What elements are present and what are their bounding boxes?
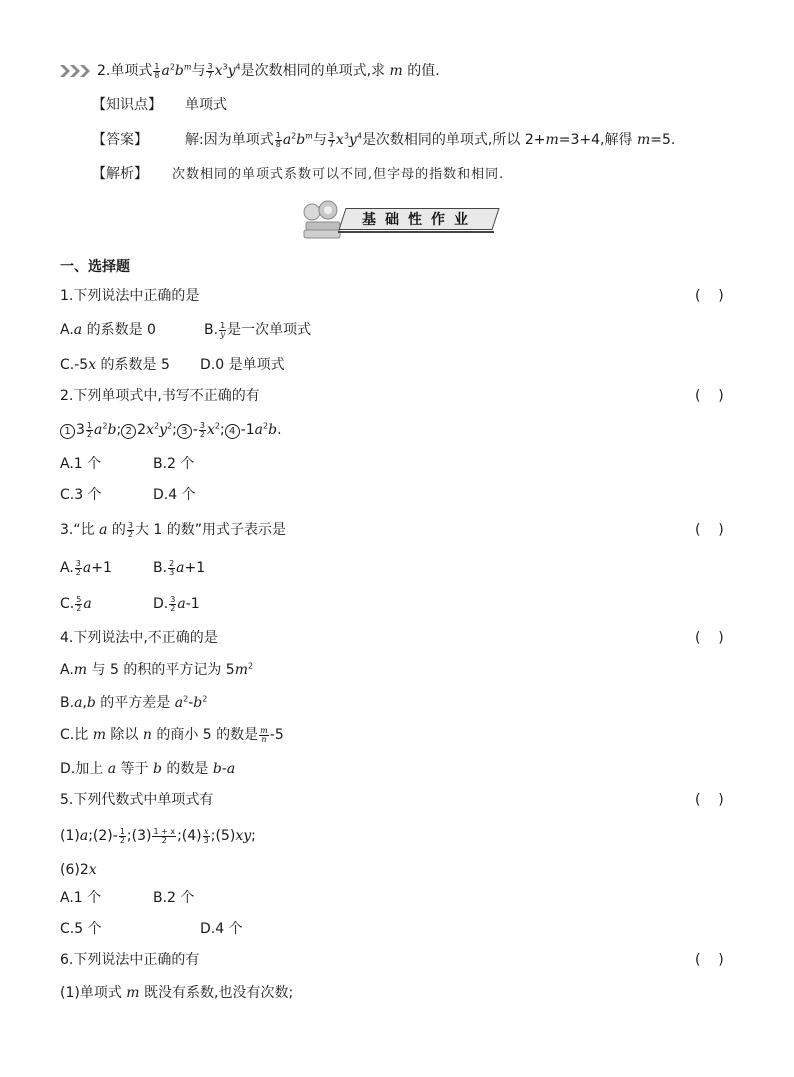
fraction: [328, 132, 335, 149]
circled-number: 2: [121, 424, 136, 439]
answer-blank: ( ): [695, 952, 724, 968]
numerator: 5: [76, 594, 82, 604]
exp: 3: [343, 131, 349, 141]
exp: 4: [235, 62, 241, 72]
text: 的: [107, 522, 126, 538]
q5-expressions-line1: [60, 826, 256, 846]
denominator: 2: [161, 835, 167, 845]
denominator: 2: [199, 429, 205, 439]
denominator: 7: [328, 139, 334, 149]
text: -: [221, 761, 227, 777]
answer-blank: ( ): [695, 630, 724, 646]
numerator: 2: [169, 558, 175, 568]
q6-statement-1: [60, 983, 293, 1003]
banner-title: 基础性作业: [362, 212, 477, 228]
var: x: [146, 422, 154, 438]
var: a: [254, 422, 264, 438]
numerator: 3: [127, 520, 133, 530]
label: C.-5: [60, 357, 89, 373]
denominator: 8: [275, 139, 281, 149]
section-heading: 一、选择题: [60, 259, 130, 275]
denominator: 2: [170, 603, 176, 613]
label: B.: [153, 560, 168, 576]
separator: ;: [116, 422, 122, 438]
text: 等于: [116, 761, 153, 777]
numerator: 3: [207, 61, 213, 71]
fraction: [259, 727, 269, 744]
numerator: x: [203, 826, 209, 836]
text: 3.“比: [60, 522, 100, 538]
intro-question: [60, 61, 440, 81]
text: -5: [269, 727, 284, 743]
var: y: [348, 132, 357, 148]
fraction: [206, 63, 213, 80]
text: -1: [185, 596, 200, 612]
text: 的值.: [402, 63, 440, 79]
analysis-text: 次数相同的单项式系数可以不同,但字母的指数和相同.: [172, 167, 505, 182]
exp: 4: [356, 131, 362, 141]
denominator: 2: [127, 529, 133, 539]
denominator: 2: [119, 835, 125, 845]
var: b: [268, 422, 278, 438]
fraction: [275, 132, 282, 149]
analysis: [92, 164, 504, 185]
q5-option-a: A.1 个: [60, 890, 102, 906]
answer: [92, 130, 675, 150]
denominator: 2: [75, 567, 81, 577]
var: a: [177, 596, 186, 612]
numerator: 3: [170, 594, 176, 604]
circled-number: 1: [60, 424, 75, 439]
q4-option-b: [60, 693, 207, 713]
text: =3+4,解得: [558, 132, 637, 148]
text: 既没有系数,也没有次数;: [139, 985, 294, 1001]
exp: m: [305, 131, 313, 141]
text: (1)单项式: [60, 985, 127, 1001]
fraction: [119, 828, 126, 845]
answer-blank: ( ): [695, 288, 724, 304]
var: b: [86, 695, 96, 711]
var: b: [174, 63, 184, 79]
label: B.: [204, 322, 219, 338]
var: a: [174, 695, 184, 711]
q4-option-c: [60, 725, 284, 745]
answer-blank: ( ): [695, 792, 724, 808]
var: xy: [235, 828, 252, 844]
text: ;(3): [126, 828, 152, 844]
question-4-stem: 4.下列说法中,不正确的是: [60, 630, 218, 646]
denominator: 3: [169, 567, 175, 577]
text: ;: [251, 828, 256, 844]
answer-blank: ( ): [695, 388, 724, 404]
text: 单项式: [110, 63, 153, 79]
question-6-stem: 6.下列说法中正确的有: [60, 952, 200, 968]
denominator: 8: [154, 70, 160, 80]
text: 的系数是 0: [82, 322, 156, 338]
var: a: [79, 828, 89, 844]
section-banner: [298, 198, 500, 244]
fraction: [127, 522, 134, 539]
q3-option-d: [153, 594, 200, 614]
var: m: [126, 985, 140, 1001]
var: a: [107, 761, 117, 777]
question-2-stem: 2.下列单项式中,书写不正确的有: [60, 388, 260, 404]
var: b: [107, 422, 117, 438]
label: A.: [60, 322, 74, 338]
label: D.加上: [60, 761, 108, 777]
numerator: 1: [154, 61, 160, 71]
exp: 2: [167, 421, 173, 431]
exp: 2: [263, 421, 269, 431]
var: a: [83, 596, 92, 612]
q2-option-a: A.1 个: [60, 456, 102, 472]
text: 与 5 的积的平方记为 5: [87, 662, 235, 678]
denominator: 3: [203, 835, 209, 845]
var: x: [206, 422, 215, 438]
q4-option-d: [60, 759, 235, 779]
var: b: [152, 761, 162, 777]
text: =5.: [650, 132, 676, 148]
q1-option-c: [60, 355, 170, 375]
numerator: 1: [275, 130, 281, 140]
fraction: [169, 596, 176, 613]
text: -: [192, 422, 198, 438]
var: a: [99, 522, 108, 538]
text: +1: [91, 560, 112, 576]
var: x: [214, 63, 223, 79]
var: m: [234, 662, 248, 678]
exp: 2: [183, 694, 189, 704]
q5-option-c: C.5 个: [60, 921, 102, 937]
knowledge-point-tag: 【知识点】: [92, 97, 162, 113]
answer-tag: 【答案】: [92, 132, 148, 148]
label: D.: [153, 596, 169, 612]
text: 是次数相同的单项式,求: [240, 63, 390, 79]
text: (6)2: [60, 862, 89, 878]
label: C.: [60, 596, 75, 612]
text: 的商小 5 的数是: [151, 727, 259, 743]
numerator: m: [260, 725, 268, 735]
denominator: y: [220, 329, 225, 339]
banner-underline: [338, 231, 494, 233]
text: -: [188, 695, 194, 711]
var: y: [227, 63, 236, 79]
var: a: [161, 63, 170, 79]
q1-option-d: D.0 是单项式: [200, 357, 285, 373]
exp: 2: [291, 131, 297, 141]
question-5-stem: 5.下列代数式中单项式有: [60, 792, 214, 808]
text: 与: [312, 132, 327, 148]
separator: ;: [219, 422, 225, 438]
fraction: [86, 422, 93, 439]
q1-option-a: [60, 320, 156, 340]
var: x: [335, 132, 344, 148]
text: -1: [240, 422, 255, 438]
text: 的平方差是: [95, 695, 175, 711]
var: a: [82, 560, 92, 576]
var: a: [73, 322, 83, 338]
numerator: 3: [328, 130, 334, 140]
fraction: [203, 828, 210, 845]
text: 的系数是 5: [96, 357, 170, 373]
q2-option-c: C.3 个: [60, 487, 102, 503]
var: m: [73, 662, 88, 678]
numerator: 1: [86, 420, 93, 430]
question-number: 2.: [97, 63, 111, 79]
q5-expressions-line2: [60, 860, 97, 880]
q2-option-b: B.2 个: [153, 456, 195, 472]
var: b: [193, 695, 203, 711]
q5-option-d: D.4 个: [200, 921, 243, 937]
fraction: [168, 560, 175, 577]
var: a: [176, 560, 185, 576]
text: ,: [82, 695, 87, 711]
denominator: 2: [76, 603, 82, 613]
q1-option-b: [204, 320, 311, 340]
var: m: [92, 727, 106, 743]
denominator: 7: [207, 70, 213, 80]
text: 3: [76, 422, 85, 438]
question-1-stem: 1.下列说法中正确的是: [60, 288, 200, 304]
denominator: 2: [86, 429, 93, 439]
text: ;(2)-: [88, 828, 118, 844]
text: 的数是: [161, 761, 213, 777]
knowledge-point-text: 单项式: [185, 97, 227, 113]
var: a: [226, 761, 236, 777]
label: A.: [60, 560, 74, 576]
question-3-stem: [60, 520, 286, 540]
q3-option-a: [60, 558, 112, 578]
exp: 2: [153, 421, 160, 431]
numerator: 3: [199, 420, 205, 430]
text: 除以: [105, 727, 143, 743]
label: B.: [60, 695, 75, 711]
exp: 2: [247, 661, 254, 671]
exp: 2: [202, 694, 208, 704]
text: +1: [184, 560, 206, 576]
var: b: [296, 132, 306, 148]
var: x: [88, 862, 97, 878]
text: ;(4): [177, 828, 202, 844]
fraction: [75, 596, 82, 613]
text: 2: [137, 422, 147, 438]
text: 解:因为单项式: [185, 132, 274, 148]
text: 大 1 的数”用式子表示是: [134, 522, 287, 538]
q5-option-b: B.2 个: [153, 890, 195, 906]
numerator: 1: [119, 826, 125, 836]
fraction: [153, 63, 160, 80]
separator: ;: [172, 422, 177, 438]
text: 与: [191, 63, 206, 79]
var: a: [282, 132, 292, 148]
triple-arrow-icon: [60, 65, 94, 77]
var: x: [88, 357, 97, 373]
exp: 2: [214, 421, 220, 431]
text: ;(5): [210, 828, 236, 844]
q2-items: [60, 420, 282, 440]
var: a: [74, 695, 83, 711]
fraction: [219, 322, 226, 339]
fraction: [199, 422, 206, 439]
analysis-tag: 【解析】: [92, 166, 148, 182]
q3-option-b: [153, 558, 205, 578]
var: m: [636, 132, 651, 148]
numerator: 3: [75, 558, 81, 568]
var: a: [94, 422, 103, 438]
text: (1): [60, 828, 80, 844]
var: y: [159, 422, 167, 438]
var: n: [142, 727, 152, 743]
denominator: n: [261, 734, 267, 744]
numerator: 1: [220, 320, 226, 330]
exp: 2: [169, 62, 175, 72]
text: 是次数相同的单项式,所以 2+: [361, 132, 546, 148]
knowledge-point: [92, 95, 227, 115]
text: .: [277, 422, 282, 438]
var: b: [212, 761, 222, 777]
answer-blank: ( ): [695, 522, 724, 538]
q3-option-c: [60, 594, 92, 614]
q4-option-a: [60, 660, 253, 680]
numerator: 1 + x: [153, 826, 176, 836]
fraction: [152, 828, 176, 845]
circled-number: 4: [225, 424, 240, 439]
label: C.比: [60, 727, 93, 743]
exp: m: [183, 62, 192, 72]
fraction: [75, 560, 82, 577]
label: A.: [60, 662, 74, 678]
exp: 3: [222, 62, 228, 72]
circled-number: 3: [177, 424, 192, 439]
q2-option-d: D.4 个: [153, 487, 196, 503]
exp: 2: [102, 421, 108, 431]
var: m: [389, 63, 403, 79]
var: m: [545, 132, 559, 148]
text: 是一次单项式: [227, 322, 312, 338]
